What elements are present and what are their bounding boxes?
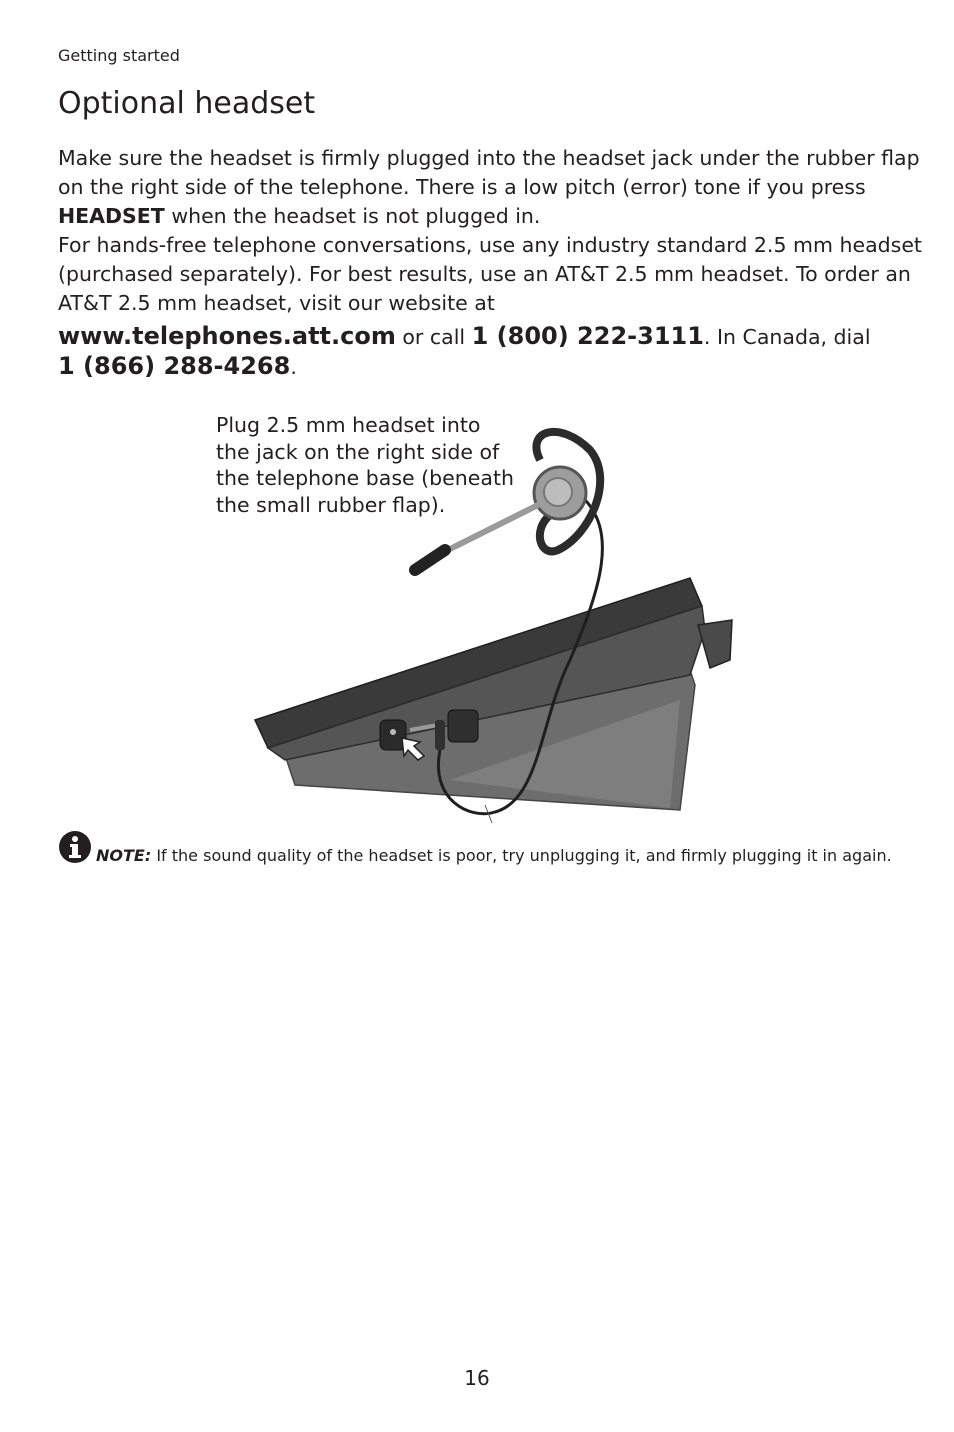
paragraph-ordering: [58, 231, 928, 318]
page-number: 16: [464, 1366, 490, 1390]
paragraph-text: or call: [395, 325, 472, 349]
paragraph-text: .: [290, 355, 297, 379]
phone-us: 1 (800) 222-3111: [471, 322, 704, 350]
page-title: Optional headset: [58, 86, 316, 121]
paragraph-headset-check: [58, 144, 928, 231]
note-body: If the sound quality of the headset is poor, try unplugging it, and firmly plugging it in again.: [151, 846, 892, 865]
info-icon: [58, 830, 92, 864]
paragraph-text: . In Canada, dial: [703, 325, 871, 349]
paragraph-contact: [58, 322, 928, 382]
paragraph-text: when the headset is not plugged in.: [164, 204, 541, 228]
section-label: Getting started: [58, 46, 180, 65]
phone-canada: 1 (866) 288-4268: [58, 352, 291, 380]
website-link[interactable]: www.telephones.att.com: [58, 322, 396, 350]
paragraph-text: Make sure the headset is firmly plugged into the headset jack under the rubber flap on the right side of the telephone. There is a low pitch (error) tone if you press: [58, 146, 920, 199]
figure-caption: Plug 2.5 mm headset into the jack on the right side of the telephone base (beneath the small rubber flap).: [216, 413, 514, 517]
paragraph-text: For hands-free telephone conversations, use any industry standard 2.5 mm headset (purchased separately). For best results, use an AT&T 2.5 mm headset. To order an AT&T 2.5 mm headset, visit our website at: [58, 233, 922, 315]
body-text: [58, 144, 928, 382]
note-text: [96, 844, 916, 868]
note-label: NOTE:: [96, 846, 152, 865]
headset-key-label: HEADSET: [58, 204, 165, 228]
